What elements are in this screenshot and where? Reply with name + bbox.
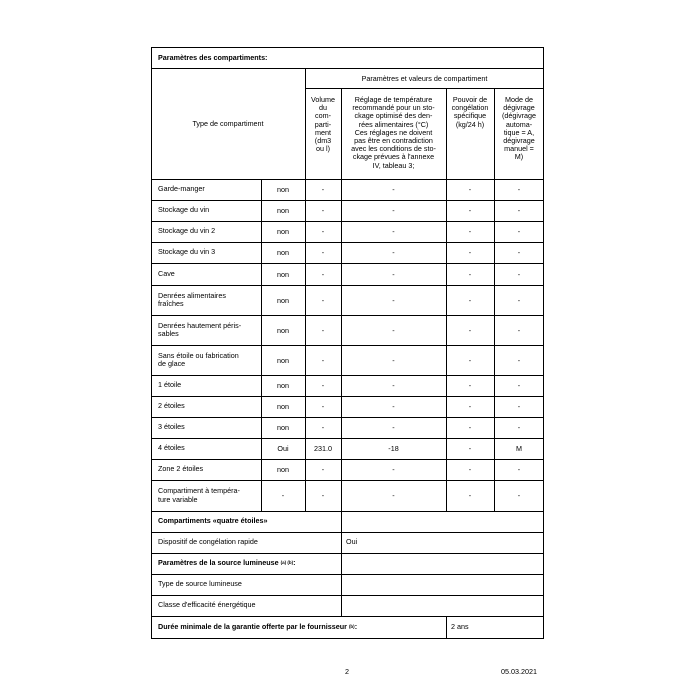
header-line: parti- <box>314 119 332 129</box>
compartment-name-line: Zone 2 étoiles <box>158 464 204 474</box>
compartment-name <box>158 315 261 345</box>
header-line: dégivrage <box>503 136 535 146</box>
compartment-name <box>158 375 261 396</box>
compartment-temperature: - <box>392 295 395 305</box>
compartment-name-line: Denrées hautement péris- <box>158 320 242 330</box>
header-line: (dégivrage <box>502 111 536 121</box>
header-line: (kg/24 h) <box>455 119 485 129</box>
compartment-temperature: - <box>392 465 395 474</box>
compartment-temperature: - <box>392 206 395 215</box>
compartment-defrost-mode: - <box>517 381 521 390</box>
compartment-name <box>158 459 261 480</box>
compartment-volume: 231.0 <box>314 444 332 453</box>
compartment-present: non <box>277 325 289 335</box>
compartment-volume: - <box>321 381 325 390</box>
compartment-name-line: Stockage du vin <box>158 205 210 215</box>
grid-line <box>341 511 342 553</box>
compartment-name <box>158 221 261 242</box>
compartment-name <box>158 179 261 200</box>
compartment-name-line: Stockage du vin 3 <box>158 247 216 257</box>
compartment-defrost-mode: - <box>517 248 521 257</box>
rapid-freeze-value: Oui <box>346 537 358 547</box>
grid-line <box>446 616 447 639</box>
compartment-defrost-mode: - <box>517 295 521 305</box>
compartment-freezing-capacity: - <box>468 402 472 411</box>
header-line: Volume <box>311 95 335 104</box>
compartment-present: non <box>277 381 289 390</box>
compartment-name <box>158 480 261 511</box>
compartment-volume: - <box>321 465 325 474</box>
compartment-present: non <box>277 206 289 215</box>
compartment-defrost-mode: - <box>517 227 521 236</box>
compartment-freezing-capacity: - <box>468 227 472 236</box>
compartment-name-line: 2 étoiles <box>158 401 185 411</box>
compartment-defrost-mode: M <box>516 444 522 453</box>
warranty-label: Durée minimale de la garantie offerte par le fournisseur (b) : <box>158 622 358 632</box>
four-star-title: Compartiments «quatre étoiles» <box>158 516 268 526</box>
compartment-defrost-mode: - <box>517 269 521 279</box>
header-line: ckage prévues à l'annexe <box>352 152 435 162</box>
compartment-name-line: fraîches <box>158 299 184 308</box>
compartment-present: non <box>277 465 289 474</box>
compartment-temperature: - <box>392 423 395 432</box>
header-line: tique = A, <box>503 127 535 137</box>
compartment-volume: - <box>321 325 325 335</box>
compartment-volume: - <box>321 295 325 305</box>
header-line: ckage optimisé des den- <box>354 111 433 121</box>
compartment-present: non <box>277 248 289 257</box>
warranty-ref: (b) <box>348 624 355 630</box>
params-header: Paramètres et valeurs de compartiment <box>361 73 488 83</box>
compartment-name-line: Compartiment à tempéra- <box>158 486 240 496</box>
compartment-name-line: sables <box>158 329 179 338</box>
compartment-temperature: - <box>392 402 395 411</box>
compartment-present: non <box>277 295 289 305</box>
type-header: Type de compartiment <box>192 119 264 128</box>
freezing-capacity-column-header <box>446 96 494 129</box>
section-title: Paramètres des compartiments: <box>158 53 268 62</box>
header-line: spécifique <box>453 111 487 121</box>
energy-class-label: Classe d'efficacité énergétique <box>158 600 256 610</box>
compartment-freezing-capacity: - <box>468 295 472 305</box>
header-line: dégivrage <box>503 103 535 113</box>
header-line: du <box>319 103 327 113</box>
compartment-temperature: - <box>392 248 395 257</box>
compartment-name-line: Garde-manger <box>158 184 205 194</box>
compartment-name-line: ture variable <box>158 494 198 504</box>
compartment-freezing-capacity: - <box>468 381 472 390</box>
compartment-name <box>158 242 261 263</box>
compartment-name-line: 1 étoile <box>158 380 182 390</box>
compartment-defrost-mode: - <box>517 185 521 194</box>
compartment-temperature: -18 <box>388 444 399 453</box>
compartment-name-line: Denrées alimentaires <box>158 290 226 300</box>
header-line: IV, tableau 3; <box>372 160 415 170</box>
header-line: (dm3 <box>314 136 332 146</box>
compartment-freezing-capacity: - <box>468 206 472 215</box>
compartment-volume: - <box>321 355 325 365</box>
compartment-freezing-capacity: - <box>468 185 472 194</box>
header-line: recommandé pour un sto- <box>352 103 435 113</box>
header-line: ment <box>315 127 331 137</box>
compartment-name <box>158 345 261 375</box>
compartment-temperature: - <box>392 381 395 390</box>
compartment-volume: - <box>321 269 325 279</box>
header-line: Ces réglages ne doivent <box>354 127 433 137</box>
compartment-name-line: 4 étoiles <box>158 443 185 453</box>
compartment-name-line: Cave <box>158 268 175 278</box>
volume-column-header <box>305 96 341 153</box>
compartment-defrost-mode: - <box>517 206 521 215</box>
compartment-present: non <box>277 269 289 279</box>
compartment-freezing-capacity: - <box>468 325 472 335</box>
light-type-label: Type de source lumineuse <box>158 579 242 589</box>
compartment-freezing-capacity: - <box>468 269 472 279</box>
compartment-freezing-capacity: - <box>468 423 472 432</box>
header-line: M) <box>514 152 524 162</box>
header-line: automa- <box>505 119 533 129</box>
compartment-volume: - <box>321 185 325 194</box>
light-source-title: Paramètres de la source lumineuse (a) (b) : <box>158 558 296 568</box>
compartment-defrost-mode: - <box>517 465 521 474</box>
compartment-present: non <box>277 185 289 194</box>
compartment-temperature: - <box>392 227 395 236</box>
compartment-defrost-mode: - <box>517 355 521 365</box>
compartment-name-line: de glace <box>158 359 186 368</box>
compartment-name <box>158 417 261 438</box>
compartment-freezing-capacity: - <box>468 491 472 500</box>
header-line: congélation <box>451 103 489 113</box>
header-line: avec les conditions de sto- <box>351 144 436 154</box>
light-source-refs: (a) (b) <box>280 560 294 566</box>
header-line: ou l) <box>316 144 330 154</box>
compartment-present: - <box>281 491 285 500</box>
compartment-name-line: Stockage du vin 2 <box>158 226 216 236</box>
header-line: manuel = <box>504 144 534 154</box>
compartment-volume: - <box>321 206 325 215</box>
compartment-defrost-mode: - <box>517 325 521 335</box>
compartment-present: non <box>277 355 289 365</box>
temperature-column-header <box>341 96 446 170</box>
compartment-defrost-mode: - <box>517 402 521 411</box>
compartment-present: Oui <box>277 444 289 453</box>
header-line: Pouvoir de <box>452 95 488 104</box>
compartment-name <box>158 200 261 221</box>
compartment-volume: - <box>321 227 325 236</box>
compartment-freezing-capacity: - <box>468 355 472 365</box>
compartment-name <box>158 285 261 315</box>
compartment-name <box>158 396 261 417</box>
footer-date: 05.03.2021 <box>501 667 537 676</box>
header-line: pas être en contradiction <box>354 136 433 146</box>
compartment-volume: - <box>321 423 325 432</box>
warranty-value: 2 ans <box>451 622 469 632</box>
compartment-volume: - <box>321 248 325 257</box>
compartment-temperature: - <box>392 325 395 335</box>
defrost-mode-column-header <box>494 96 544 162</box>
compartment-name-line: Sans étoile ou fabrication <box>158 350 239 360</box>
compartment-defrost-mode: - <box>517 423 521 432</box>
rapid-freeze-label: Dispositif de congélation rapide <box>158 537 258 547</box>
compartment-volume: - <box>321 491 325 500</box>
header-line: rées alimentaires (°C) <box>358 119 429 129</box>
compartment-temperature: - <box>392 355 395 365</box>
grid-line <box>341 553 342 616</box>
page-number: 2 <box>345 667 349 676</box>
compartment-temperature: - <box>392 491 395 500</box>
compartment-name <box>158 438 261 459</box>
compartment-freezing-capacity: - <box>468 465 472 474</box>
header-line: com- <box>315 111 331 121</box>
header-line: Réglage de température <box>354 95 433 104</box>
compartment-name <box>158 263 261 285</box>
header-line: Mode de <box>505 95 533 104</box>
compartment-freezing-capacity: - <box>468 248 472 257</box>
compartment-name-line: 3 étoiles <box>158 422 185 432</box>
compartment-temperature: - <box>392 269 395 279</box>
compartment-present: non <box>277 227 289 236</box>
compartment-volume: - <box>321 402 325 411</box>
compartment-freezing-capacity: - <box>468 444 472 453</box>
compartment-present: non <box>277 402 289 411</box>
compartment-present: non <box>277 423 289 432</box>
compartment-defrost-mode: - <box>517 491 521 500</box>
compartment-temperature: - <box>392 185 395 194</box>
